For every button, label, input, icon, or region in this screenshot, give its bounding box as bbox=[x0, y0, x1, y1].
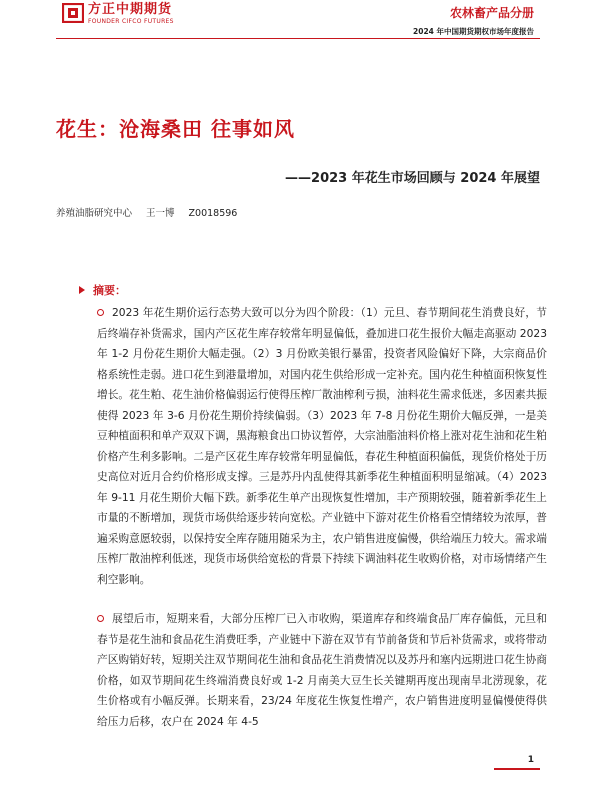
logo-chinese-name: 方正中期期货 bbox=[88, 2, 173, 17]
logo-english-name: FOUNDER CIFCO FUTURES bbox=[88, 18, 174, 25]
page-header bbox=[0, 0, 600, 44]
header-divider bbox=[56, 38, 540, 39]
author-line bbox=[56, 205, 251, 219]
author-department: 养殖油脂研究中心 bbox=[56, 208, 133, 219]
company-logo bbox=[62, 2, 174, 32]
page-number: 1 bbox=[527, 755, 534, 765]
abstract-paragraph-2 bbox=[97, 609, 547, 732]
main-title: 花生：沧海桑田 往事如风 bbox=[56, 117, 295, 141]
author-license-id: Z0018596 bbox=[188, 208, 238, 219]
report-label: 2024 年中国期货期权市场年度报告 bbox=[413, 27, 534, 36]
section-label: 农林畜产品分册 bbox=[449, 6, 534, 20]
abstract-heading bbox=[79, 282, 126, 298]
circle-bullet-icon bbox=[97, 309, 104, 316]
author-name: 王一博 bbox=[146, 208, 175, 219]
company-logo-icon bbox=[62, 3, 84, 23]
footer-divider bbox=[494, 768, 540, 770]
abstract-paragraph-2-text: 展望后市，短期来看，大部分压榨厂已入市收购，渠道库存和终端食品厂库存偏低，元旦和春节是花生油和食品花生消费旺季，产业链中下游在双节有节前备货和节后补货需求，或将带动产区购销好转，短期关注双节期间花生油和食品花生消费情况以及苏丹和塞内远期进口花生协商价格，如双节期间花生终端消费良好或 1-2 月南美大豆生长关键期再度出现南旱北涝现象，花生价格或有小幅反弹。长期来看，23/24 年度花生恢复性增产，农户销售进度明显偏慢使得供给压力后移，农户在 2024 年 4-5 bbox=[97, 612, 547, 728]
abstract-paragraph-1-text: 2023 年花生期价运行态势大致可以分为四个阶段：（1）元旦、春节期间花生消费良好，节后终端存补货需求，国内产区花生库存较常年明显偏低，叠加进口花生报价大幅走高驱动 2023 年 1-2 月份花生期价大幅走强。（2）3 月份欧美银行暴雷，投资者风险偏好下降，大宗商品价格系统性走弱。进口花生到港量增加，对国内花生供给形成一定补充。国内花生种植面积恢复性增长。花生粕、花生油价格偏弱运行使得压榨厂散油榨利亏损，油料花生需求低迷，多因素共振使得 2023 年 3-6 月份花生期价持续偏弱。（3）2023 年 7-8 月份花生期价大幅反弹，一是美豆种植面积和单产双双下调，黑海粮食出口协议暂停，大宗油脂油料价格上涨对花生油和花生粕价格产生利多影响。二是产区花生库存较常年明显偏低，春花生种植面积偏低，现货价格处于历史高位对近月合约价格形成支撑。三是苏丹内乱使得其新季花生种植面积明显缩减。（4）2023 年 9-11 月花生期价大幅下跌。新季花生单产出现恢复性增加，丰产预期较强，随着新季花生上市量的不断增加，现货市场供给逐步转向宽松。产业链中下游对花生价格看空情绪较为浓厚，普遍采购意愿较弱，以保持安全库存随用随采为主，农户销售进度偏慢，供给端压力较大。需求端压榨厂散油榨利低迷，现货市场供给宽松的背景下持续下调油料花生收购价格，对市场情绪产生利空影响。 bbox=[97, 306, 547, 586]
triangle-bullet-icon bbox=[79, 286, 85, 294]
abstract-paragraph-1 bbox=[97, 303, 547, 590]
sub-title: ——2023 年花生市场回顾与 2024 年展望 bbox=[285, 171, 540, 186]
circle-bullet-icon bbox=[97, 615, 104, 622]
abstract-label: 摘要： bbox=[93, 284, 126, 297]
